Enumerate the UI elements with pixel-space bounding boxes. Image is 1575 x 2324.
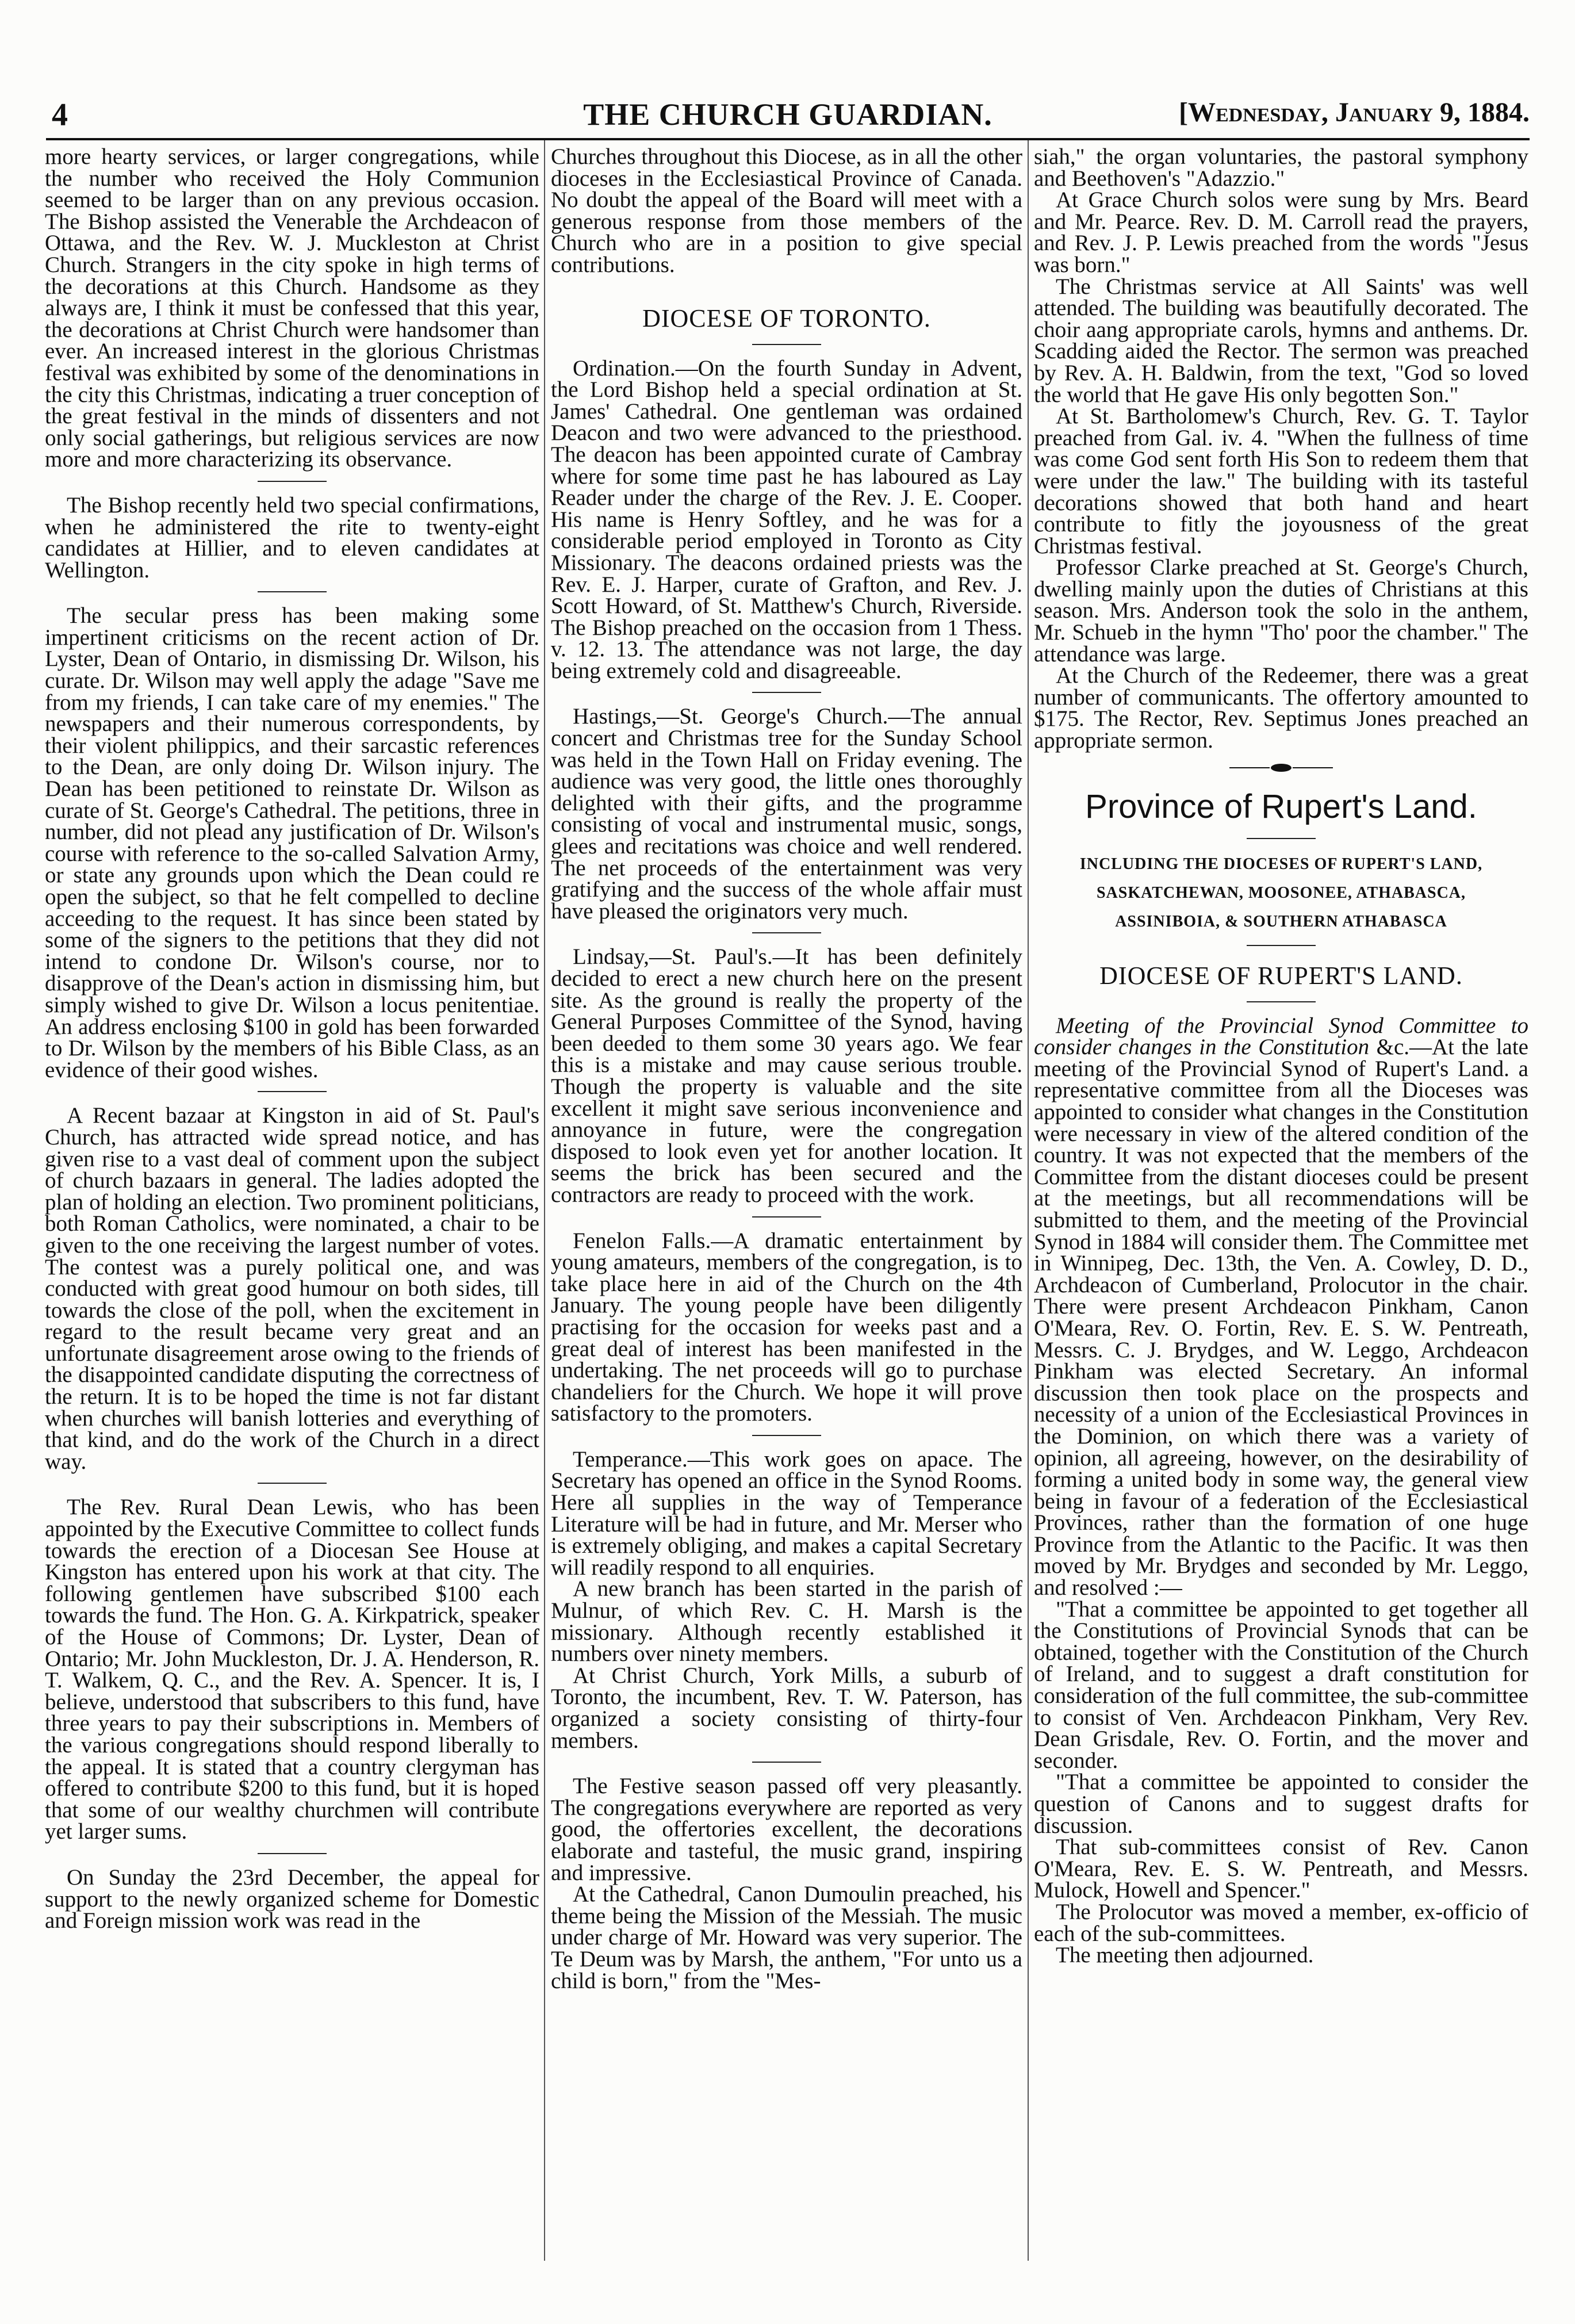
article-paragraph: Lindsay,—St. Paul's.—It has been definitely decided to erect a new church here on the present site. As the ground is really the property of the General Purposes Committee of the Synod, having been deeded to them some 30 years ago. We fear this is a mistake and may cause serious trouble. Though the property is valuable and the site excellent it might save serious inconvenience and annoyance in future, were the congregation disposed to look even yet for another location. It seems the brick has been secured and the contractors are ready to proceed with the work. (551, 944, 1022, 1207)
article-paragraph: At the Cathedral, Canon Dumoulin preached, his theme being the Mission of the Messiah. The music under charge of Mr. Howard was very superior. The Te Deum was by Marsh, the anthem, "For unto us a child is born," from the "Mes- (551, 1882, 1022, 1993)
ornament-divider (1034, 757, 1528, 778)
section-heading-ruperts-land: DIOCESE OF RUPERT'S LAND. (1099, 961, 1463, 990)
column-3 (1034, 146, 1528, 2245)
article-paragraph: At Grace Church solos were sung by Mrs. Beard and Mr. Pearce. Rev. D. M. Carroll read the prayers, and Rev. J. P. Lewis preached from the words "Jesus was born." (1034, 187, 1528, 277)
article-paragraph: The meeting then adjourned. (1056, 1943, 1314, 1968)
article-paragraph: A new branch has been started in the parish of Mulnur, of which Rev. C. H. Marsh is the missionary. Although recently established it numbers over ninety members. (551, 1576, 1022, 1667)
article-paragraph: The Bishop recently held two special confirmations, when he administered the rite to twenty-eight candidates at Hillier, and to eleven candidates at Wellington. (45, 492, 539, 583)
article-paragraph: The secular press has been making some impertinent criticisms on the recent action of Dr. Lyster, Dean of Ontario, in dismissing Dr. Wilson, his curate. Dr. Wilson may well apply the adage "Save me from my friends, I can take care of my enemies." The newspapers and their numerous correspondents, by their violent philippics, and their sarcastic references to the Dean, are only doing Dr. Wilson injury. The Dean has been petitioned to reinstate Dr. Wilson as curate of St. George's Cathedral. The petitions, three in number, did not plead any justification of Dr. Wilson's course with reference to the so-called Salvation Army, or state any grounds upon which the Dean could re open the subject, so that he felt compelled to decline acceeding to the request. It has since been stated by some of the signers to the petitions that they did not intend to condone Dr. Wilson's course, nor to disapprove of the Dean's action in dismissing him, but simply wished to give Dr. Wilson a locus penitentiae. An address enclosing $100 in gold has been forwarded to Dr. Wilson by the members of his Bible Class, as an evidence of their good wishes. (45, 603, 539, 1082)
masthead-rule (46, 138, 1530, 140)
article-paragraph: The Rev. Rural Dean Lewis, who has been appointed by the Executive Committee to collect funds towards the erection of a Diocesan See House at Kingston has entered upon his work at that city. The following gentlemen have subscribed $100 each towards the fund. The Hon. G. A. Kirkpatrick, speaker of the House of Commons; Dr. Lyster, Dean of Ontario; Mr. John Muckleston, Dr. J. A. Henderson, R. T. Walkem, Q. C., and the Rev. A. Spencer. It is, I believe, understood that subscribers to this fund, have three years to pay their subscriptions in. Members of the various congregations should respond liberally to the appeal. It is stated that a country clergyman has offered to contribute $200 to this fund, but it is hoped that some of our wealthy churchmen will contribute yet larger sums. (45, 1495, 539, 1844)
section-divider (258, 481, 327, 482)
issue-date: [Wednesday, January 9, 1884. (1178, 97, 1530, 128)
article-paragraph (1034, 1015, 1528, 1599)
article-paragraph: more hearty services, or larger congregations, while the number who received the Holy Communion seemed to be larger than on any previous occasion. The Bishop assisted the Venerable the Archdeacon of Ottawa, and the Rev. W. J. Muckleston at Christ Church. Strangers in the city spoke in high terms of the decorations at this Church. Handsome as they always are, I think it must be confessed that this year, the decorations at Christ Church were handsomer than ever. An increased interest in the glorious Christmas festival was exhibited by some of the denominations in the city this Christmas, indicating a truer conception of the great festival in the minds of dissenters and not only social gatherings, but religious services are now more and more characterizing its observance. (45, 146, 539, 472)
article-paragraph: Churches throughout this Diocese, as in all the other dioceses in the Ecclesiastical Province of Canada. No doubt the appeal of the Board will meet with a generous response from those members of the Church who are in a position to give special contributions. (551, 146, 1022, 277)
section-divider (752, 692, 821, 693)
article-paragraph: At St. Bartholomew's Church, Rev. G. T. Taylor preached from Gal. iv. 4. "When the fullness of time was come God sent forth His Son to redeem them that were under the law." The building with its tasteful decorations showed that both hand and heart contribute to fitly the joyousness of the great Christmas festival. (1034, 404, 1528, 558)
newspaper-title: THE CHURCH GUARDIAN. (583, 97, 992, 132)
section-divider (752, 1762, 821, 1763)
ornament-icon (1224, 762, 1339, 774)
article-paragraph: The Festive season passed off very pleasantly. The congregations everywhere are reported as very good, the offertories excellent, the decorations elaborate and tasteful, the music grand, inspiring and impressive. (551, 1774, 1022, 1885)
article-paragraph: On Sunday the 23rd December, the appeal for support to the newly organized scheme for Domestic and Foreign mission work was read in the (45, 1864, 539, 1934)
article-paragraph: That sub-committees consist of Rev. Canon O'Meara, Rev. E. S. W. Pentreath, and Messrs. Mulock, Howell and Spencer." (1034, 1835, 1528, 1903)
meeting-text: &c.—At the late meeting of the Provincial Synod of Rupert's Land. a representative committee from all the Dioceses was appointed to consider what changes in the Constitution were necessary in view of the altered condition of the country. It was not expected that the members of the Committee from the distant dioceses could be present at the meetings, but all recommendations will be submitted to them, and the meeting of the Provincial Synod in 1884 will consider them. The Committee met in Winnipeg, Dec. 13th, the Ven. A. Cowley, D. D., Archdeacon of Cumberland, Prolocutor in the chair. There were present Archdeacon Pinkham, Canon O'Meara, Rev. O. Fortin, Rev. E. S. W. Pentreath, Messrs. C. J. Brydges, and W. Leggo, Archdeacon Pinkham was elected Secretary. An informal discussion then took place on the prospects and necessity of a union of the Ecclesiastical Provinces in the Dominion, on which there was a variety of opinion, all agreeing, however, on the desirability of forming a united body in some way, the general view being in favour of a federation of the Ecclesiastical Provinces, rather than the formation of one huge Province from the Atlantic to the Pacific. It was then moved by Mr. Brydges and seconded by Mr. Leggo, and resolved :— (1034, 1035, 1528, 1601)
page-number: 4 (52, 97, 68, 133)
section-divider (258, 1091, 327, 1092)
article-paragraph: Ordination.—On the fourth Sunday in Advent, the Lord Bishop held a special ordination at St. James' Cathedral. One gentleman was ordained Deacon and two were advanced to the priesthood. The deacon has been appointed curate of Cambray where for some time past he has laboured as Lay Reader under the charge of the Rev. J. E. Cooper. His name is Henry Softley, and he was for a considerable period employed in Toronto as City Missionary. The deacons ordained priests was the Rev. E. J. Harper, curate of Grafton, and Rev. J. Scott Howard, of St. Matthew's Church, Riverside. The Bishop preached on the occasion from 1 Thess. v. 12. 13. The attendance was not large, the day being extremely cold and disagreeable. (551, 355, 1022, 683)
section-divider (752, 1435, 821, 1436)
article-paragraph: siah," the organ voluntaries, the pastoral symphony and Beethoven's "Adazzio." (1034, 146, 1528, 191)
section-divider (752, 344, 821, 345)
article-paragraph: Hastings,—St. George's Church.—The annual concert and Christmas tree for the Sunday School was held in the Town Hall on Friday evening. The audience was very good, the little ones thoroughly delighted with their gifts, and the programme consisting of vocal and instrumental music, songs, glees and recitations was choice and well rendered. The net proceeds of the entertainment was very gratifying and the success of the whole affair must have pleased the originators very much. (551, 704, 1022, 924)
column-divider (1028, 140, 1029, 2261)
article-paragraph: Fenelon Falls.—A dramatic entertainment by young amateurs, members of the congregation, is to take place here in aid of the Church on the 4th January. The young people have been diligently practising for the occasion for weeks past and a great deal of interest has been manifested in the undertaking. The net proceeds will go to purchase chandeliers for the Church. We hope it will prove satisfactory to the promoters. (551, 1228, 1022, 1426)
article-paragraph: A Recent bazaar at Kingston in aid of St. Paul's Church, has attracted wide spread notice, and has given rise to a vast deal of comment upon the subject of church bazaars in general. The ladies adopted the plan of holding an election. Two prominent politicians, both Roman Catholics, were nominated, a chair to be given to the one receiving the largest number of votes. The contest was a purely political one, and was conducted with great good humour on both sides, till towards the close of the poll, when the excitement in regard to the result became very great and an unfortunate disagreement arose owing to the friends of the disappointed candidate disputing the correctness of the return. It is to be hoped the time is not far distant when churches will banish lotteries and everything of that kind, and do the work of the Church in a direct way. (45, 1103, 539, 1474)
meeting-title: Meeting of the Provincial Synod Committee to consider changes in the Constitution (1034, 1013, 1528, 1060)
section-heading-province: Province of Rupert's Land. (1085, 787, 1477, 825)
article-paragraph: Temperance.—This work goes on apace. The Secretary has opened an office in the Synod Rooms. Here all supplies in the way of Temperance Literature will be had in future, and Mr. Merser who is extremely obliging, and makes a capital Secretary will readily respond to all enquiries. (551, 1446, 1022, 1580)
article-paragraph: "That a committee be appointed to consider the question of Canons and to suggest drafts for discussion. (1034, 1770, 1528, 1838)
section-divider (1247, 1001, 1316, 1002)
article-paragraph: Professor Clarke preached at St. George's Church, dwelling mainly upon the duties of Christians at this season. Mrs. Anderson took the solo in the anthem, Mr. Schueb in the hymn "Tho' poor the chamber." The attendance was large. (1034, 555, 1528, 667)
section-divider (258, 1853, 327, 1854)
column-1 (45, 146, 539, 2245)
section-divider (1247, 838, 1316, 839)
article-paragraph: At Christ Church, York Mills, a suburb of Toronto, the incumbent, Rev. T. W. Paterson, has organized a society consisting of thirty-four members. (551, 1663, 1022, 1753)
section-heading-toronto: DIOCESE OF TORONTO. (642, 304, 931, 332)
section-divider (752, 932, 821, 933)
section-divider (258, 591, 327, 592)
province-subtitle: INCLUDING THE DIOCESES OF RUPERT'S LAND, (1079, 855, 1483, 873)
article-paragraph: At the Church of the Redeemer, there was a great number of communicants. The offertory amounted to $175. The Rector, Rev. Septimus Jones preached an appropriate sermon. (1034, 663, 1528, 753)
column-divider (544, 140, 545, 2261)
section-divider (258, 1483, 327, 1484)
section-divider (1247, 945, 1316, 946)
article-paragraph: "That a committee be appointed to get together all the Constitutions of Provincial Synods that can be obtained, together with the Constitution of the Church of Ireland, and to suggest a draft constitution for consideration of the full committee, the sub-committee to consist of Ven. Archdeacon Pinkham, Very Rev. Dean Grisdale, Rev. O. Fortin, and the mover and seconder. (1034, 1596, 1528, 1773)
article-paragraph: The Christmas service at All Saints' was well attended. The building was beautifully decorated. The choir aang appropriate carols, hymns and anthems. Dr. Scadding aided the Rector. The sermon was preached by Rev. A. H. Baldwin, from the text, "God so loved the world that He gave His only begotten Son." (1034, 274, 1528, 407)
province-subtitle: ASSINIBOIA, & SOUTHERN ATHABASCA (1115, 912, 1447, 931)
province-subtitle: SASKATCHEWAN, MOOSONEE, ATHABASCA, (1096, 883, 1466, 902)
column-2 (551, 146, 1022, 2245)
article-paragraph: The Prolocutor was moved a member, ex-officio of each of the sub-committees. (1034, 1899, 1528, 1946)
section-divider (752, 1216, 821, 1217)
masthead (46, 97, 1530, 137)
